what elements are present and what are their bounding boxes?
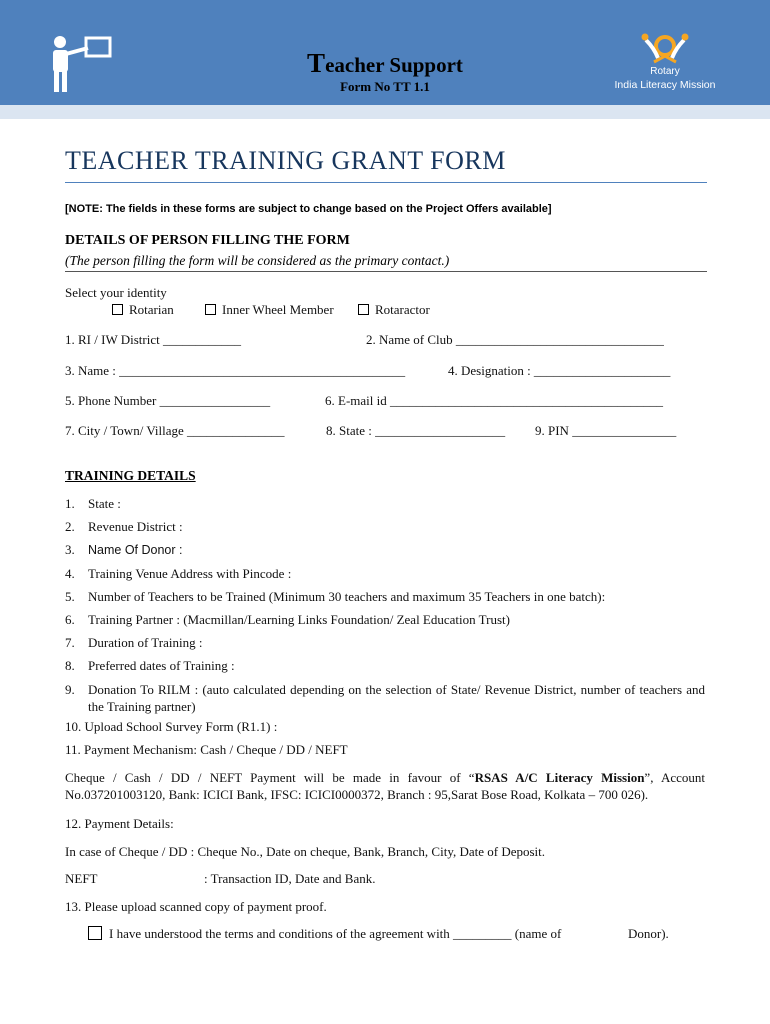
identity-option-rotaractor[interactable]: Rotaractor	[358, 302, 430, 318]
person-section-heading: DETAILS OF PERSON FILLING THE FORM	[65, 233, 350, 248]
neft-label: NEFT	[65, 871, 98, 886]
training-item-state[interactable]: 1. State :	[65, 496, 121, 511]
form-title: TEACHER TRAINING GRANT FORM	[65, 146, 506, 175]
identity-option-inner-wheel[interactable]: Inner Wheel Member	[205, 302, 334, 318]
training-item-revenue-district[interactable]: 2. Revenue District :	[65, 519, 183, 534]
upload-proof-label[interactable]: 13. Please upload scanned copy of payment proof.	[65, 899, 327, 914]
brand-title: Teacher Support	[307, 48, 463, 78]
checkbox-icon[interactable]	[205, 304, 216, 315]
district-field[interactable]: 1. RI / IW District ____________	[65, 332, 241, 347]
cheque-details-line: In case of Cheque / DD : Cheque No., Date on cheque, Bank, Branch, City, Date of Deposit.	[65, 844, 546, 859]
training-item-survey-upload[interactable]: 10. Upload School Survey Form (R1.1) :	[65, 719, 278, 734]
payment-details-label: 12. Payment Details:	[65, 816, 174, 831]
form-number: Form No TT 1.1	[340, 79, 430, 94]
training-item-partner[interactable]: 6. Training Partner : (Macmillan/Learning Links Foundation/ Zeal Education Trust)	[65, 612, 510, 627]
phone-field[interactable]: 5. Phone Number _________________	[65, 393, 271, 408]
checkbox-icon[interactable]	[358, 304, 369, 315]
section-divider	[65, 271, 707, 272]
payment-instructions: Cheque / Cash / DD / NEFT Payment will be made in favour of “RSAS A/C Literacy Mission”, Account No.037201003120, Bank: ICICI Bank, IFSC: ICICI0000372, Branch : 95,Sarat Bose Road, Kolkata – 700 026).	[65, 770, 705, 802]
title-divider	[65, 182, 707, 183]
identity-option-rotarian[interactable]: Rotarian	[112, 302, 174, 318]
checkbox-icon[interactable]	[88, 926, 102, 940]
header-strip	[0, 105, 770, 119]
identity-label: Select your identity	[65, 285, 167, 300]
name-field[interactable]: 3. Name : ____________________________________________	[65, 363, 406, 378]
terms-agreement-tail: Donor).	[628, 926, 669, 941]
form-note: [NOTE: The fields in these forms are subject to change based on the Project Offers available]	[65, 203, 552, 215]
club-name-field[interactable]: 2. Name of Club ________________________________	[366, 332, 664, 347]
checkbox-icon[interactable]	[112, 304, 123, 315]
training-item-teacher-count[interactable]: 5. Number of Teachers to be Trained (Minimum 30 teachers and maximum 35 Teachers in one batch):	[65, 589, 606, 604]
training-item-duration[interactable]: 7. Duration of Training :	[65, 635, 203, 650]
pin-field[interactable]: 9. PIN ________________	[535, 423, 677, 438]
logo-subtitle: India Literacy Mission	[614, 79, 716, 91]
training-section-heading: TRAINING DETAILS	[65, 468, 196, 483]
training-item-dates[interactable]: 8. Preferred dates of Training :	[65, 658, 235, 673]
logo-name: Rotary	[650, 66, 680, 77]
training-item-donation[interactable]: 9. Donation To RILM : (auto calculated depending on the selection of State/ Revenue District, number of teachers and the Training partner)	[65, 682, 705, 714]
training-item-donor[interactable]: 3. Name Of Donor :	[65, 542, 183, 557]
designation-field[interactable]: 4. Designation : _____________________	[448, 363, 671, 378]
city-field[interactable]: 7. City / Town/ Village _______________	[65, 423, 285, 438]
training-item-payment-mechanism: 11. Payment Mechanism: Cash / Cheque / DD / NEFT	[65, 742, 348, 757]
neft-details: : Transaction ID, Date and Bank.	[204, 871, 376, 886]
person-section-subheading: (The person filling the form will be considered as the primary contact.)	[65, 253, 450, 268]
terms-agreement[interactable]: I have understood the terms and conditions of the agreement with _________ (name of	[88, 926, 561, 942]
email-field[interactable]: 6. E-mail id __________________________________________	[325, 393, 663, 408]
training-item-venue[interactable]: 4. Training Venue Address with Pincode :	[65, 566, 292, 581]
state-field[interactable]: 8. State : ____________________	[326, 423, 506, 438]
